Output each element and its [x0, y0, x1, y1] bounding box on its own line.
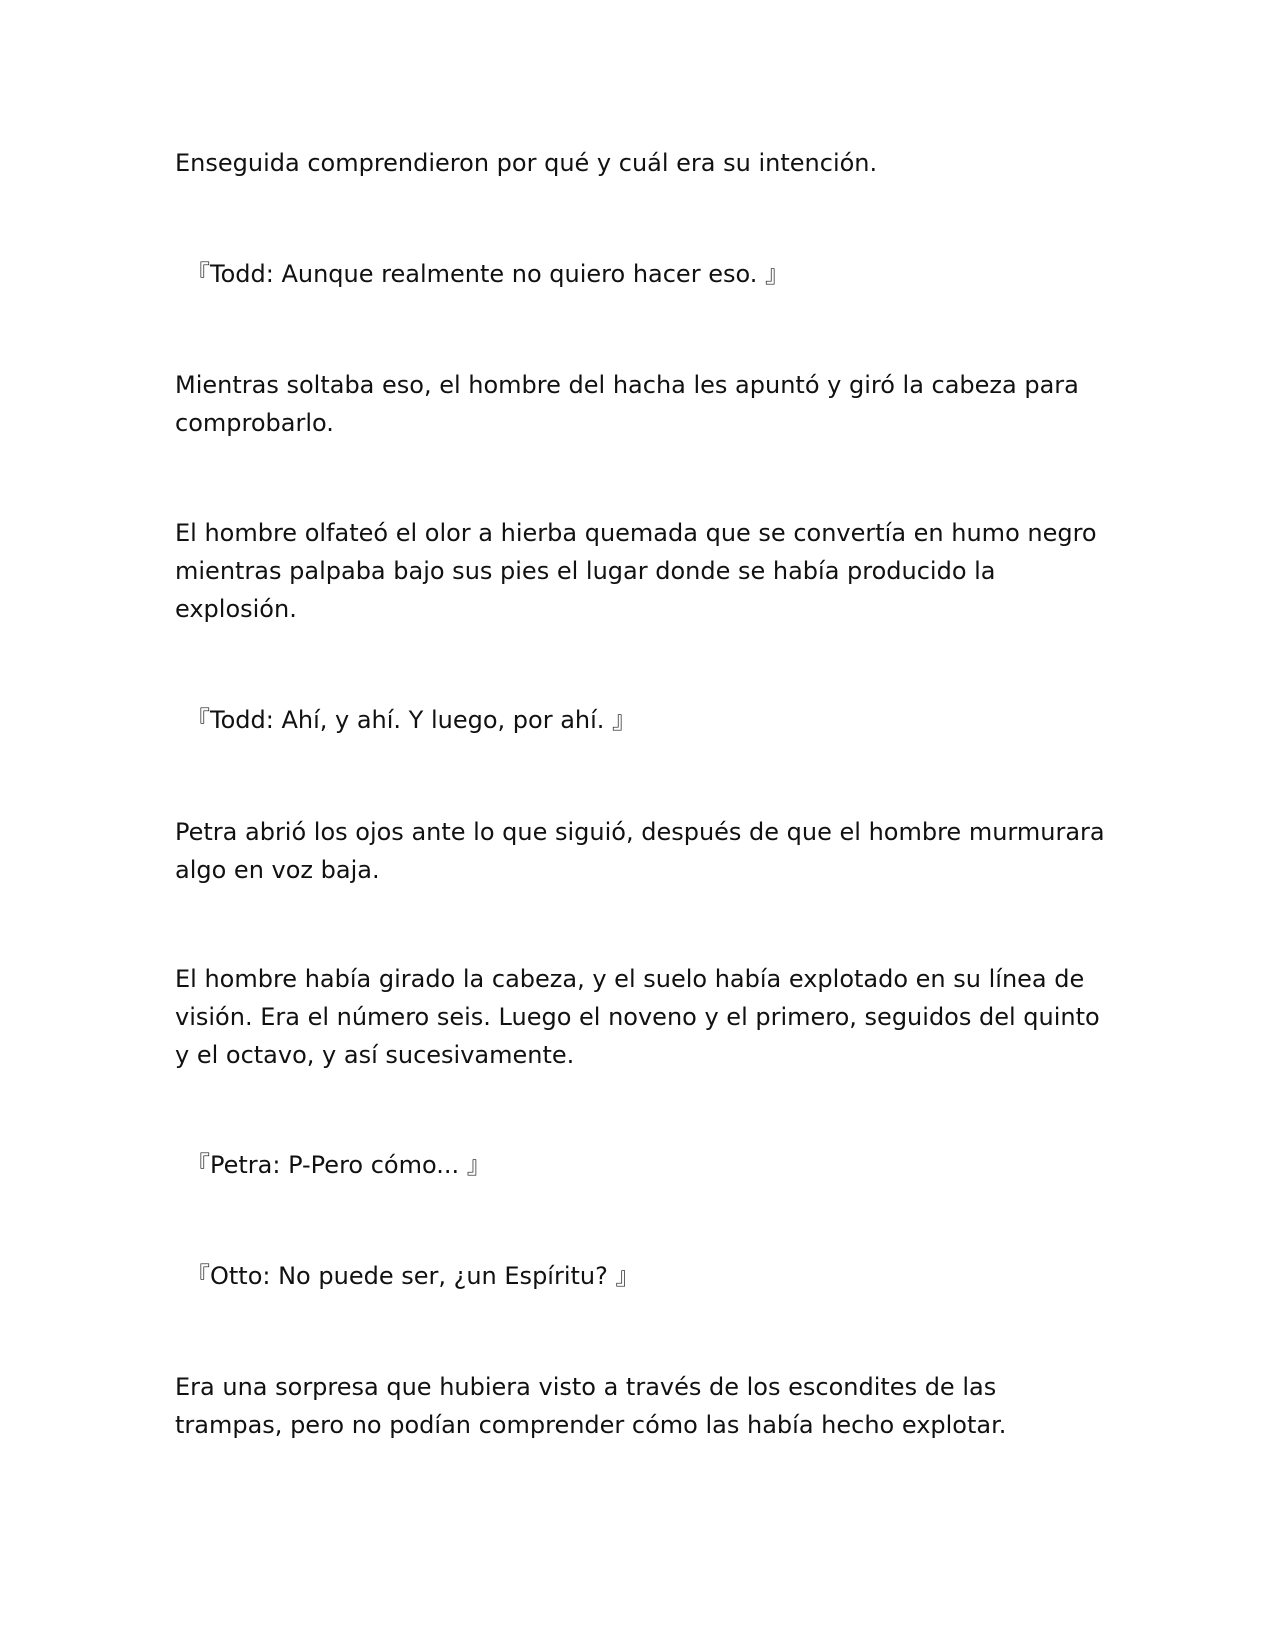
paragraph-narration: Era una sorpresa que hubiera visto a través de los escondites de las trampas, pero no podían comprender cómo las había hecho explotar.	[175, 1373, 1007, 1439]
paragraph-narration: El hombre había girado la cabeza, y el suelo había explotado en su línea de visión. Era el número seis. Luego el noveno y el primero, seguidos del quinto y el octavo, y así sucesivamente.	[175, 965, 1100, 1069]
paragraph-narration: El hombre olfateó el olor a hierba quemada que se convertía en humo negro mientras palpaba bajo sus pies el lugar donde se había producido la explosión.	[175, 519, 1097, 623]
paragraph-dialogue-petra: 『Petra: P-Pero cómo... 』	[186, 1151, 491, 1179]
paragraph-narration: Mientras soltaba eso, el hombre del hacha les apuntó y giró la cabeza para comprobarlo.	[175, 371, 1079, 437]
paragraph-dialogue-todd: 『Todd: Ahí, y ahí. Y luego, por ahí. 』	[186, 706, 637, 734]
paragraph-narration: Petra abrió los ojos ante lo que siguió, después de que el hombre murmurara algo en voz baja.	[175, 818, 1105, 884]
paragraph-dialogue-todd: 『Todd: Aunque realmente no quiero hacer eso. 』	[186, 260, 789, 288]
paragraph-narration: Enseguida comprendieron por qué y cuál era su intención.	[175, 149, 878, 177]
paragraph-dialogue-otto: 『Otto: No puede ser, ¿un Espíritu? 』	[186, 1262, 640, 1290]
